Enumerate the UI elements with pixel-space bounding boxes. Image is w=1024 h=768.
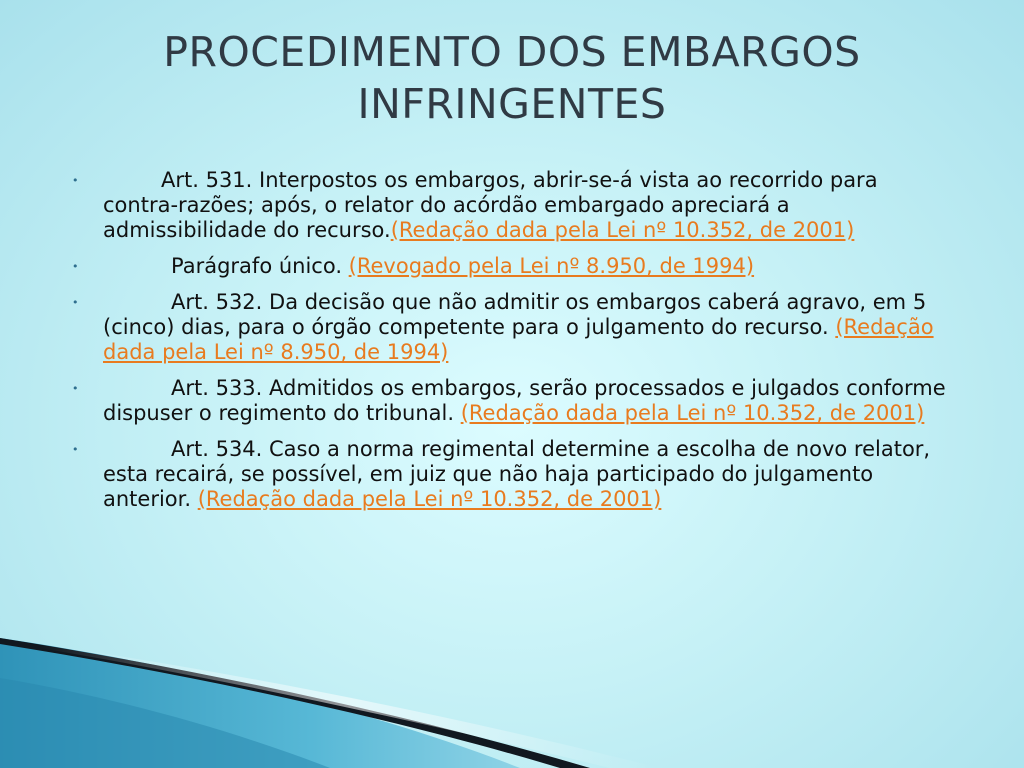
item-text: Art. 532. Da decisão que não admitir os embargos caberá agravo, em 5 (cinco) dias, para o órgão competente para o julgamento do recurso.: [103, 290, 927, 339]
bullet-icon: •: [72, 443, 79, 456]
law-reference-link[interactable]: (Revogado pela Lei nº 8.950, de 1994): [348, 254, 755, 278]
bullet-list: [72, 168, 952, 523]
list-item: [72, 254, 952, 279]
list-item: [72, 376, 952, 426]
item-text: Art. 534. Caso a norma regimental determine a escolha de novo relator, esta recairá, se possível, em juiz que não haja participado do julgamento anterior.: [103, 437, 931, 511]
item-text: Art. 531. Interpostos os embargos, abrir-se-á vista ao recorrido para contra-razões; após, o relator do acórdão embargado apreciará a admissibilidade do recurso.: [103, 168, 878, 242]
bullet-icon: •: [72, 174, 79, 187]
bullet-icon: •: [72, 382, 79, 395]
law-reference-link[interactable]: (Redação dada pela Lei nº 10.352, de 2001): [197, 487, 662, 511]
law-reference-link[interactable]: (Redação dada pela Lei nº 8.950, de 1994): [103, 315, 934, 364]
law-reference-link[interactable]: (Redação dada pela Lei nº 10.352, de 2001): [390, 218, 855, 242]
slide-title: PROCEDIMENTO DOS EMBARGOS INFRINGENTES: [163, 28, 861, 128]
list-item: [72, 437, 952, 512]
list-item: [72, 168, 952, 243]
list-item: [72, 290, 952, 365]
item-text: Parágrafo único.: [171, 254, 349, 278]
bullet-icon: •: [72, 260, 79, 273]
bottom-wave-decoration: [0, 638, 1024, 768]
item-text: Art. 533. Admitidos os embargos, serão processados e julgados conforme dispuser o regimento do tribunal.: [103, 376, 946, 425]
law-reference-link[interactable]: (Redação dada pela Lei nº 10.352, de 2001): [460, 401, 925, 425]
bullet-icon: •: [72, 296, 79, 309]
